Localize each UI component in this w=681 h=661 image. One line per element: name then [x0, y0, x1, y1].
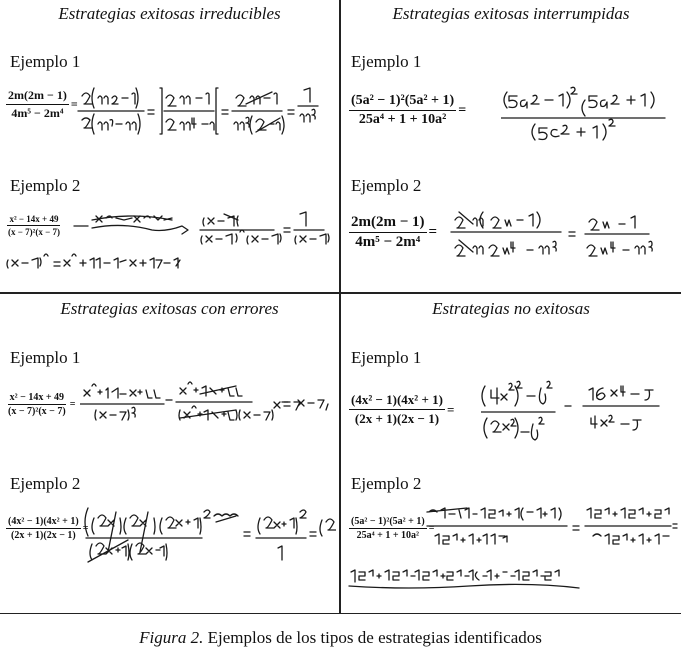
printed-expression	[6, 88, 78, 121]
equals-sign: =	[428, 523, 435, 534]
example-2-label: Ejemplo 2	[351, 474, 422, 493]
caption-text: Ejemplos de los tipos de estrategias identificados	[203, 628, 542, 647]
handwritten-work	[84, 498, 336, 580]
printed-expression	[349, 392, 454, 427]
fraction-numerator: 2m(2m − 1)	[6, 88, 69, 105]
cell-title: Estrategias exitosas interrumpidas	[392, 4, 630, 23]
printed-expression	[6, 392, 75, 417]
cell-irreducible-strategies	[0, 0, 339, 292]
handwritten-work	[347, 564, 597, 594]
equals-sign: =	[70, 97, 78, 111]
example-1-label: Ejemplo 1	[10, 348, 81, 367]
cell-interrupted-strategies	[341, 0, 681, 292]
equals-sign: =	[428, 224, 438, 240]
equals-sign: =	[446, 401, 455, 417]
fraction-numerator: (5a² − 1)²(5a² + 1)	[349, 93, 456, 111]
fraction-denominator: (2x + 1)(2x − 1)	[11, 530, 76, 541]
fraction-numerator: x² − 14x + 49	[9, 392, 65, 403]
printed-expression	[6, 214, 62, 237]
cell-strategies-with-errors	[0, 294, 339, 614]
fraction-denominator: (x − 7)²(x − 7)	[8, 406, 66, 417]
cell-title: Estrategias exitosas irreducibles	[58, 4, 281, 23]
equals-sign: =	[82, 523, 89, 534]
fraction-numerator: (4x² − 1)(4x² + 1)	[8, 516, 79, 527]
cell-unsuccessful-strategies	[341, 294, 681, 614]
fraction-numerator: (4x² − 1)(4x² + 1)	[349, 392, 445, 410]
cell-title: Estrategias no exitosas	[432, 299, 590, 318]
handwritten-work	[76, 84, 326, 140]
example-1-label: Ejemplo 1	[351, 348, 422, 367]
figure-label: Figura 2.	[139, 628, 204, 647]
printed-expression	[349, 516, 434, 541]
fraction-denominator: 4m⁵ − 2m⁴	[11, 106, 64, 120]
example-1-label: Ejemplo 1	[10, 52, 81, 71]
figure-caption	[0, 628, 681, 648]
handwritten-work	[270, 396, 334, 420]
example-2-label: Ejemplo 2	[10, 474, 81, 493]
fraction-denominator: 4m⁵ − 2m⁴	[355, 234, 421, 250]
example-2-label: Ejemplo 2	[10, 176, 81, 195]
equals-sign: =	[69, 399, 76, 410]
handwritten-work	[481, 380, 677, 446]
fraction-denominator: 25a⁴ + 1 + 10a²	[358, 112, 447, 127]
handwritten-work	[501, 86, 677, 150]
handwritten-work	[449, 206, 677, 276]
fraction-numerator: x² − 14x + 49	[9, 214, 59, 224]
fraction-denominator: (x − 7)²(x − 7)	[8, 227, 60, 237]
fraction-numerator: 2m(2m − 1)	[349, 214, 427, 233]
printed-expression	[6, 516, 88, 541]
printed-expression	[349, 93, 466, 128]
handwritten-work	[425, 500, 679, 556]
cell-title: Estrategias exitosas con errores	[60, 299, 279, 318]
handwritten-work	[4, 252, 184, 282]
printed-expression	[349, 214, 437, 251]
equals-sign: =	[458, 102, 467, 118]
example-2-label: Ejemplo 2	[351, 176, 422, 195]
fraction-denominator: 25a⁴ + 1 + 10a²	[356, 530, 420, 541]
fraction-denominator: (2x + 1)(2x − 1)	[354, 411, 440, 426]
fraction-numerator: (5a² − 1)²(5a² + 1)	[351, 516, 425, 527]
example-1-label: Ejemplo 1	[351, 52, 422, 71]
